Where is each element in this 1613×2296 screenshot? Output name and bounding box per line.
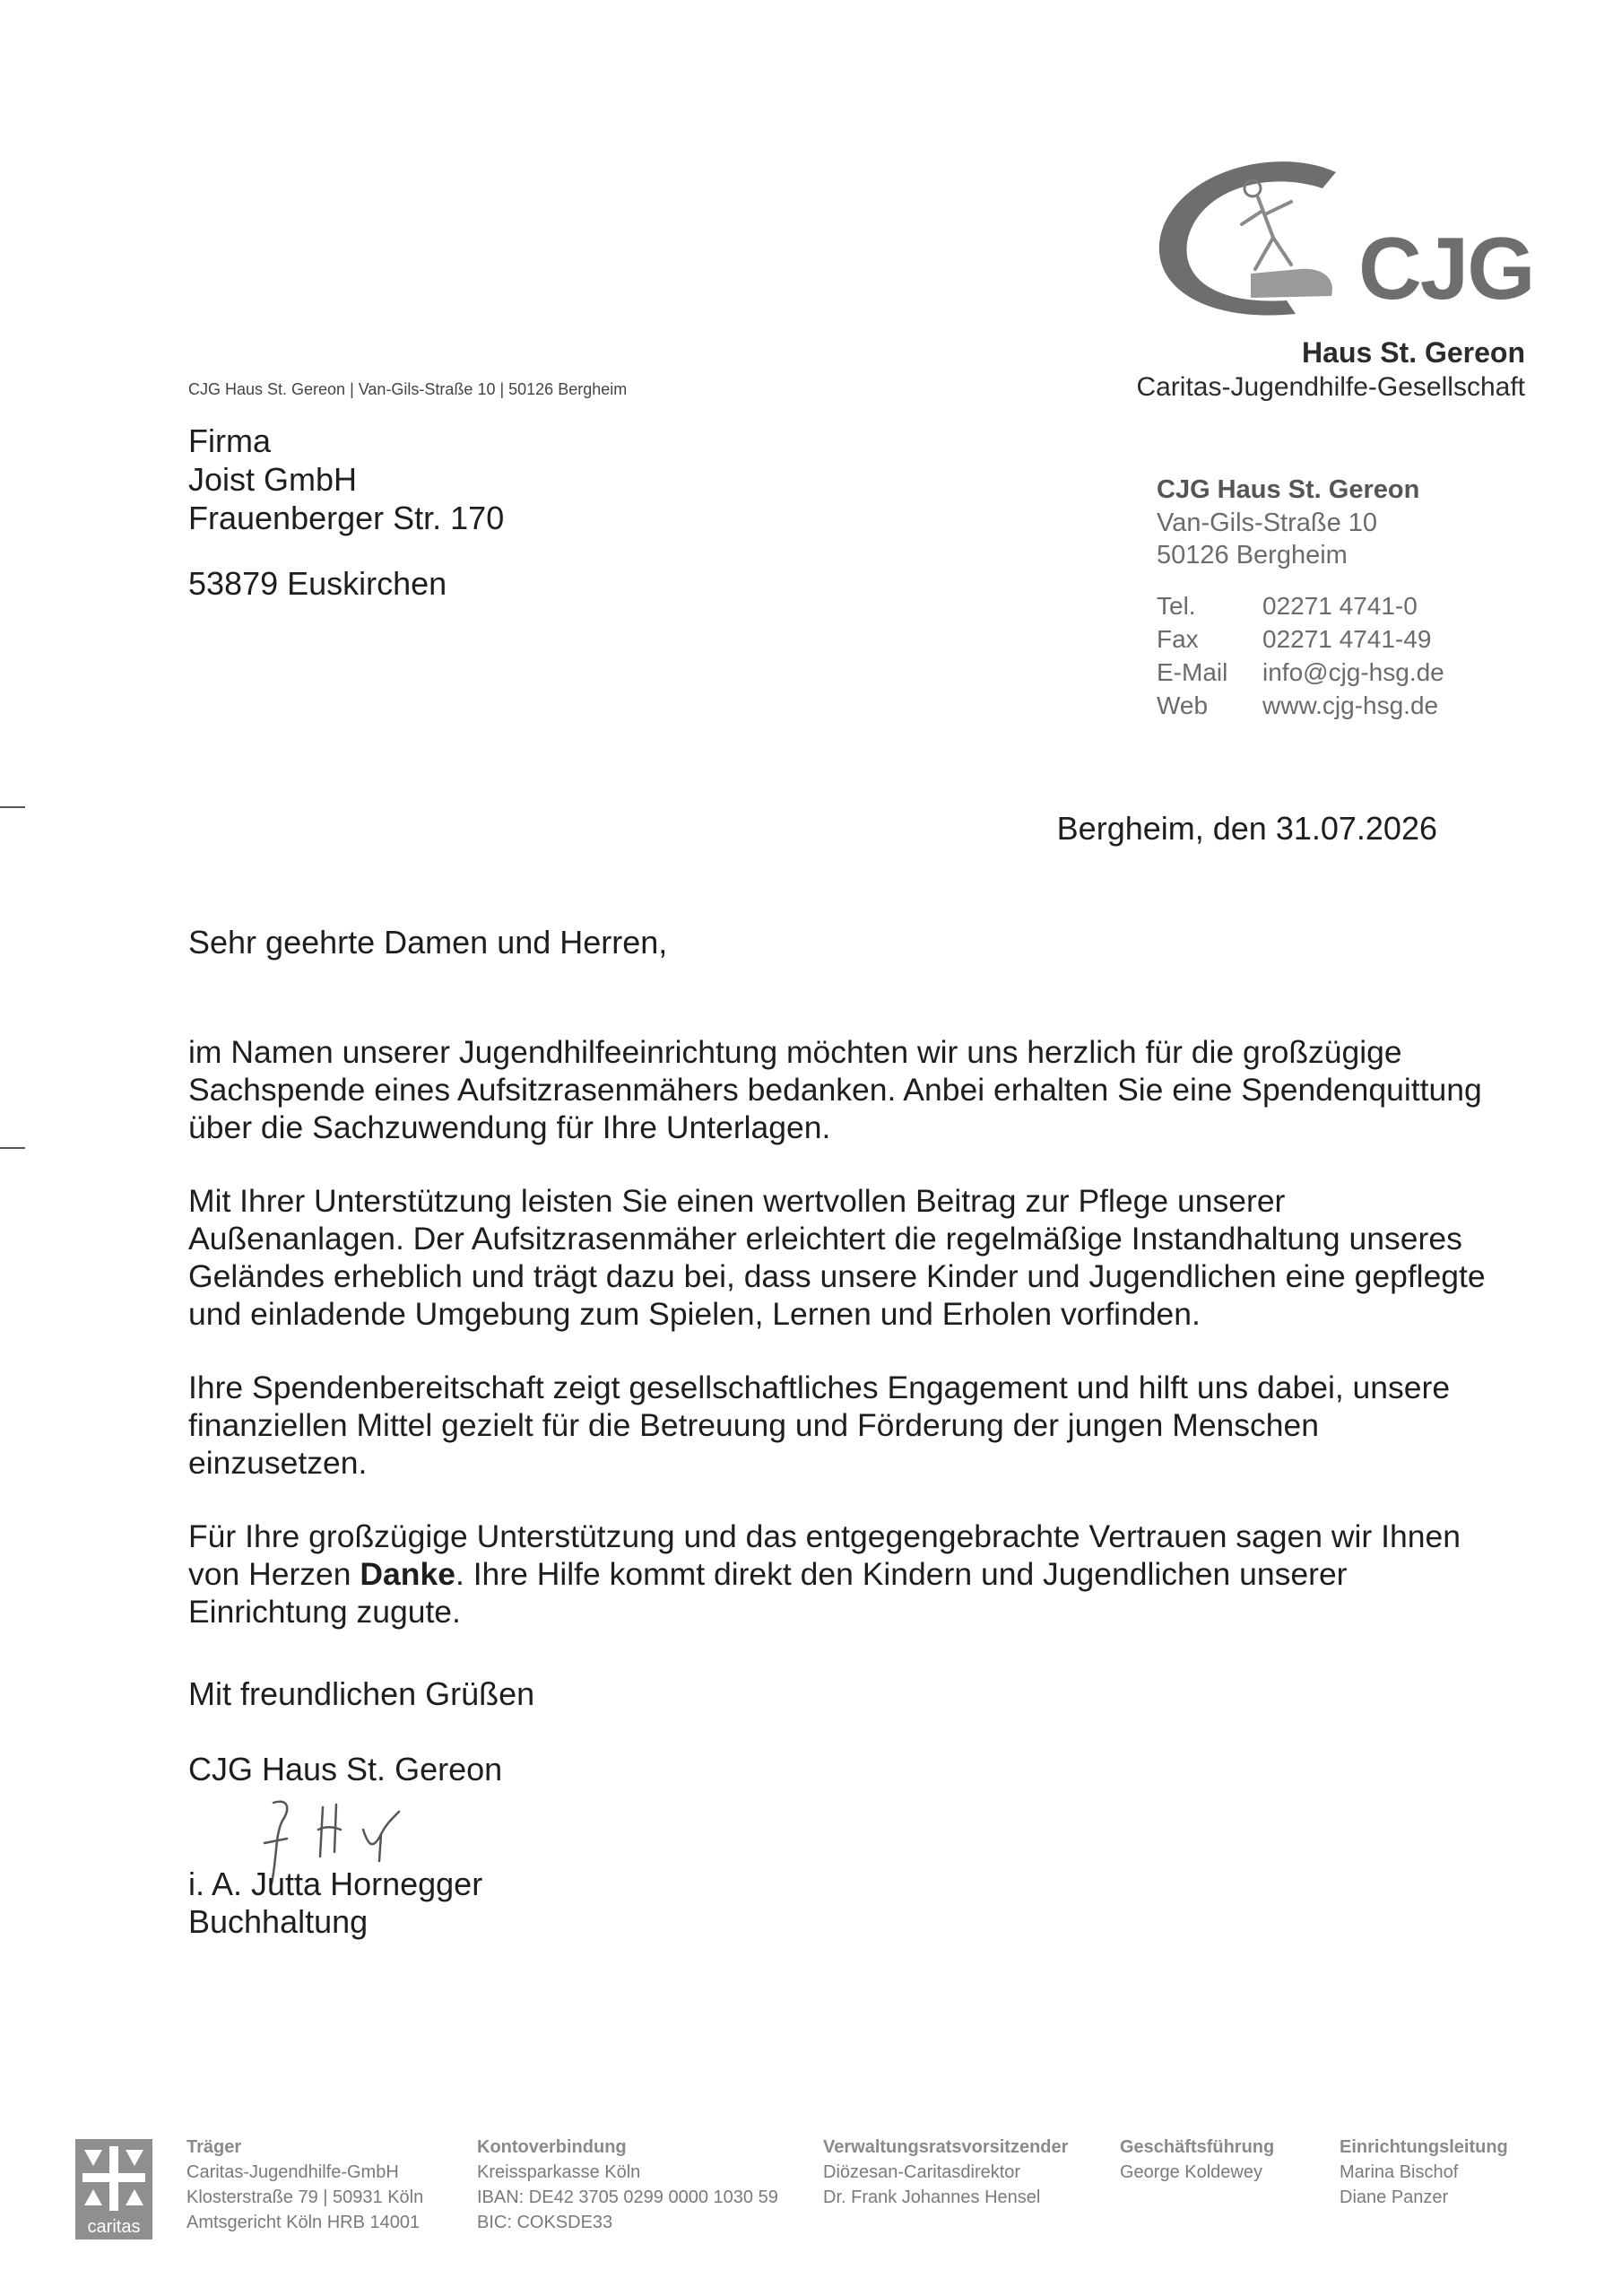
salutation: Sehr geehrte Damen und Herren, bbox=[188, 924, 668, 961]
footer-line: Dr. Frank Johannes Hensel bbox=[823, 2187, 1041, 2207]
contact-row-tel bbox=[1157, 589, 1444, 622]
footer-kontoverbindung bbox=[477, 2135, 778, 2235]
footer-line: Marina Bischof bbox=[1340, 2162, 1459, 2182]
body-paragraph-1: im Namen unserer Jugendhilfeeinrichtung möchten wir uns herzlich für die großzügige Sachspende eines Aufsitzrasenmähers bedanken. Anbei erhalten Sie eine Spendenquittung über die Sachzuwendung für Ihre Unterlagen. bbox=[188, 1034, 1482, 1145]
organization-name: Haus St. Gereon bbox=[1302, 336, 1525, 369]
body-paragraph-4 bbox=[188, 1518, 1488, 1631]
signer-name: i. A. Jutta Hornegger bbox=[188, 1866, 483, 1902]
contact-label: Tel. bbox=[1157, 592, 1196, 620]
letter-date: Bergheim, den 31.07.2026 bbox=[1056, 810, 1437, 847]
letter-body bbox=[188, 1033, 1488, 1666]
footer-line: BIC: COKSDE33 bbox=[477, 2213, 613, 2232]
contact-phone[interactable]: 02271 4741-0 bbox=[1262, 592, 1418, 620]
closing-phrase: Mit freundlichen Grüßen bbox=[188, 1675, 535, 1712]
closing-organization: CJG Haus St. Gereon bbox=[188, 1751, 503, 1787]
contact-email-link[interactable]: info@cjg-hsg.de bbox=[1262, 658, 1444, 686]
footer-einrichtungsleitung bbox=[1340, 2135, 1508, 2210]
body-paragraph-2: Mit Ihrer Unterstützung leisten Sie einen wertvollen Beitrag zur Pflege unserer Außenanlagen. Der Aufsitzrasenmäher erleichtert die regelmäßige Instandhaltung unseres Geländes erheblich und trägt dazu bei, dass unsere Kinder und Jugendlichen eine gepflegte und einladende Umgebung zum Spielen, Lernen und Erholen vorfinden. bbox=[188, 1183, 1486, 1332]
signer-block bbox=[188, 1866, 482, 1941]
sender-return-address: CJG Haus St. Gereon | Van-Gils-Straße 10 | 50126 Bergheim bbox=[188, 380, 628, 398]
footer-geschaeftsfuehrung bbox=[1120, 2135, 1274, 2185]
contact-city: 50126 Bergheim bbox=[1157, 541, 1348, 570]
fold-mark-top bbox=[0, 806, 25, 808]
footer-line: Kreissparkasse Köln bbox=[477, 2162, 641, 2182]
recipient-company: Joist GmbH bbox=[188, 461, 358, 498]
footer-line: Diane Panzer bbox=[1340, 2187, 1449, 2207]
caritas-label: caritas bbox=[87, 2217, 141, 2237]
contact-row-web bbox=[1157, 689, 1444, 722]
recipient-line-1: Firma bbox=[188, 422, 271, 459]
thanks-emphasis: Danke bbox=[360, 1556, 455, 1592]
contact-label: Fax bbox=[1157, 625, 1199, 653]
recipient-street: Frauenberger Str. 170 bbox=[188, 500, 505, 536]
footer-heading: Verwaltungsratsvorsitzender bbox=[823, 2137, 1069, 2157]
contact-name: CJG Haus St. Gereon bbox=[1157, 475, 1420, 504]
recipient-address bbox=[188, 422, 504, 603]
footer-line: Klosterstraße 79 | 50931 Köln bbox=[186, 2187, 424, 2207]
contact-label: Web bbox=[1157, 691, 1209, 719]
footer-traeger bbox=[186, 2135, 423, 2235]
paragraph-4-text-end: . Ihre Hilfe kommt direkt den Kindern und Jugendlichen unserer Einrichtung zugute. bbox=[188, 1556, 1348, 1630]
contact-block bbox=[1157, 473, 1444, 722]
signer-role: Buchhaltung bbox=[188, 1903, 369, 1940]
footer-heading: Kontoverbindung bbox=[477, 2137, 627, 2157]
contact-row-email bbox=[1157, 656, 1444, 689]
contact-table bbox=[1157, 589, 1444, 722]
footer-line: IBAN: DE42 3705 0299 0000 1030 59 bbox=[477, 2187, 778, 2207]
footer-verwaltungsrat bbox=[823, 2135, 1068, 2210]
recipient-city: 53879 Euskirchen bbox=[188, 565, 447, 602]
contact-row-fax bbox=[1157, 622, 1444, 656]
footer-line: Caritas-Jugendhilfe-GmbH bbox=[186, 2162, 399, 2182]
fold-mark-middle bbox=[0, 1147, 25, 1149]
organization-subtitle: Caritas-Jugendhilfe-Gesellschaft bbox=[1136, 372, 1525, 402]
contact-label: E-Mail bbox=[1157, 658, 1228, 686]
body-paragraph-3: Ihre Spendenbereitschaft zeigt gesellschaftliches Engagement und hilft uns dabei, unsere finanziellen Mittel gezielt für die Betreuung und Förderung der jungen Menschen einzusetzen. bbox=[188, 1370, 1451, 1481]
logo-wordmark: CJG bbox=[1358, 219, 1534, 317]
contact-street: Van-Gils-Straße 10 bbox=[1157, 509, 1378, 537]
paragraph-4-text: Für Ihre großzügige Unterstützung und das entgegengebrachte Vertrauen sagen wir Ihnen von Herzen bbox=[188, 1518, 1461, 1592]
caritas-logo bbox=[75, 2139, 152, 2239]
footer-line: George Koldewey bbox=[1120, 2162, 1262, 2182]
footer-heading: Geschäftsführung bbox=[1120, 2137, 1275, 2157]
footer-heading: Einrichtungsleitung bbox=[1340, 2137, 1508, 2157]
contact-website-link[interactable]: www.cjg-hsg.de bbox=[1262, 691, 1439, 719]
footer-line: Diözesan-Caritasdirektor bbox=[823, 2162, 1021, 2182]
footer-heading: Träger bbox=[186, 2137, 242, 2157]
footer-line: Amtsgericht Köln HRB 14001 bbox=[186, 2213, 421, 2232]
contact-fax: 02271 4741-49 bbox=[1262, 625, 1432, 653]
